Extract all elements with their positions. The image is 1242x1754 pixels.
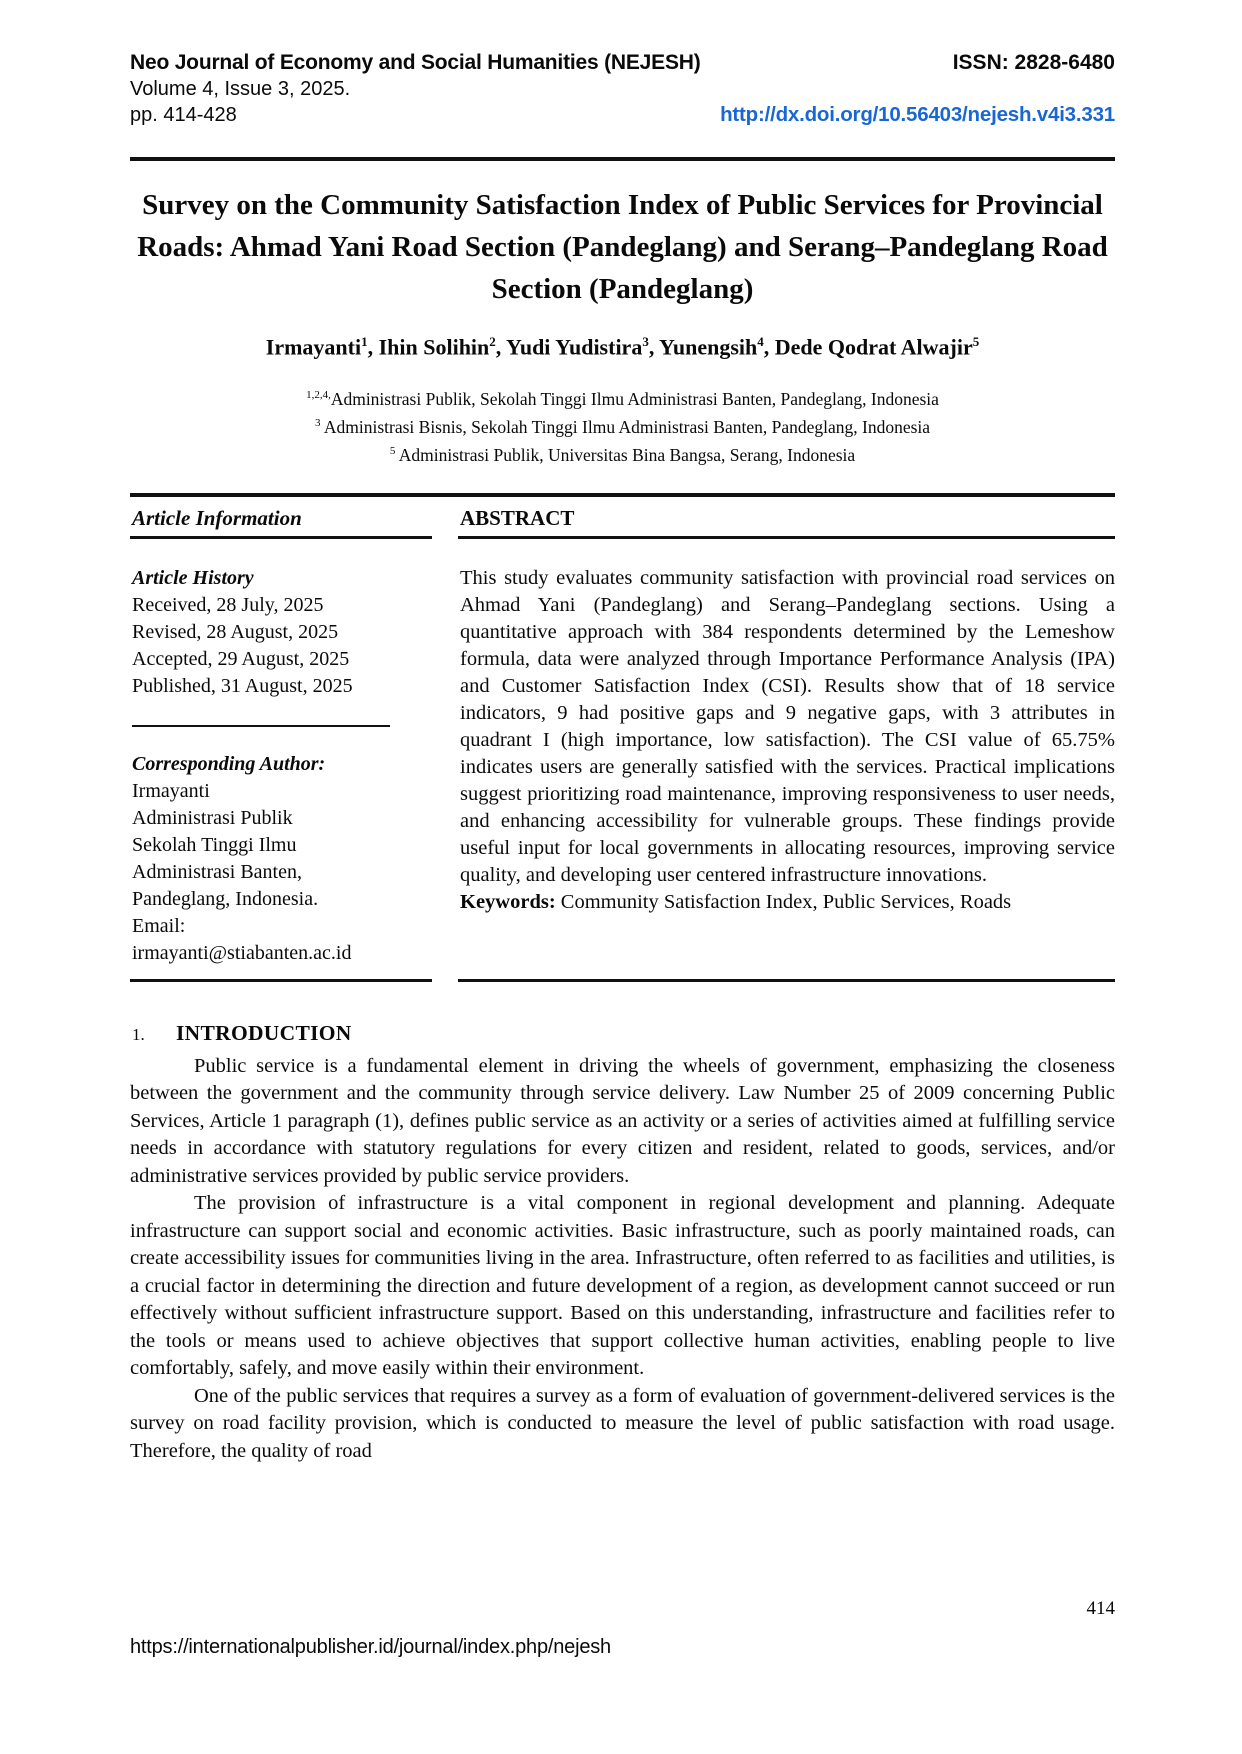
footer-journal-url: https://internationalpublisher.id/journal/index.php/nejesh bbox=[130, 1636, 611, 1658]
abstract-text: This study evaluates community satisfaction with provincial road services on Ahmad Yani (Pandeglang) and Serang–Pandeglang sections. Using a quantitative approach with 384 respondents determined by the Lemeshow formula, data were analyzed through Importance Performance Analysis (IPA) and Customer Satisfaction Index (CSI). Results show that of 18 service indicators, 9 had positive gaps and 9 negative gaps, with 3 attributes in quadrant I (high importance, low satisfaction). The CSI value of 65.75% indicates users are generally satisfied with the services. Practical implications suggest prioritizing road maintenance, improving responsiveness to user needs, and enhancing accessibility for vulnerable groups. These findings provide useful input for local governments in allocating resources, improving service quality, and developing user centered infrastructure innovations. bbox=[460, 566, 1115, 886]
corresponding-author-line: Pandeglang, Indonesia. bbox=[132, 887, 319, 910]
body-paragraph: Public service is a fundamental element in driving the wheels of government, emphasizing the closeness between the government and the community through service delivery. Law Number 25 of 2009 concerning Public Services, Article 1 paragraph (1), defines public service as an activity or a series of activities aimed at fulfilling service needs in accordance with statutory regulations for every citizen and resident, related to goods, services, and/or administrative services provided by public service providers. bbox=[130, 1054, 1115, 1187]
author-name: Dede Qodrat Alwajir bbox=[774, 334, 973, 360]
abstract-body-wrap bbox=[458, 539, 1115, 928]
journal-header-left bbox=[130, 50, 701, 128]
corresponding-author-line: Administrasi Banten, bbox=[132, 860, 302, 883]
section-number: 1. bbox=[132, 1024, 145, 1044]
article-history-heading: Article History bbox=[132, 566, 254, 589]
keywords-text: Community Satisfaction Index, Public Services, Roads bbox=[555, 890, 1012, 913]
doi-link[interactable]: http://dx.doi.org/10.56403/nejesh.v4i3.331 bbox=[720, 103, 1115, 126]
affiliation-superscript: 3 bbox=[314, 417, 321, 430]
corresponding-author-heading: Corresponding Author: bbox=[132, 752, 326, 775]
info-divider bbox=[132, 725, 390, 727]
corresponding-author-line: Irmayanti bbox=[132, 779, 210, 802]
affiliation-superscript: 1,2,4, bbox=[306, 389, 331, 402]
author-name: Ihin Solihin bbox=[378, 334, 490, 360]
authors-line: Irmayanti$^1$, Ihin Solihin$^2$, Yudi Yudistira$^3$, Yunengsih$^4$, Dede Qodrat Alwajir$^5$ bbox=[265, 334, 980, 360]
author-superscript: 1 bbox=[361, 334, 368, 349]
issn-label: ISSN: 2828-6480 bbox=[952, 51, 1115, 74]
author-name: Yudi Yudistira bbox=[505, 334, 643, 360]
affiliation-line: $^5$ Administrasi Publik, Universitas Bina Bangsa, Serang, Indonesia bbox=[389, 444, 856, 465]
header-rule bbox=[130, 157, 1115, 161]
author-superscript: 5 bbox=[972, 334, 980, 349]
paper-title: Survey on the Community Satisfaction Index of Public Services for Provincial Roads: Ahmad Yani Road Section (Pandeglang) and Serang–Pandeglang Road Section (Pandeglang) bbox=[137, 189, 1108, 305]
author-name: Yunengsih bbox=[659, 334, 758, 360]
article-information-heading: Article Information bbox=[130, 497, 432, 539]
body-paragraph: The provision of infrastructure is a vital component in regional development and planning. Adequate infrastructure can support social and economic activities. Basic infrastructure, such as poorly maintained roads, can create accessibility issues for communities living in the area. Infrastructure, often referred to as facilities and utilities, is a crucial factor in determining the direction and future development of a region, as development cannot succeed or run effectively without sufficient infrastructure support. Based on this understanding, infrastructure and facilities refer to the tools or means used to achieve objectives that support collective human activities, enabling people to live comfortably, safely, and move easily within their environment. bbox=[130, 1192, 1115, 1380]
article-history-line: Accepted, 29 August, 2025 bbox=[132, 647, 350, 670]
author-name: Irmayanti bbox=[265, 334, 362, 360]
author-superscript: 2 bbox=[489, 334, 496, 349]
corresponding-author-line: irmayanti@stiabanten.ac.id bbox=[132, 941, 352, 964]
article-history-lines bbox=[132, 592, 432, 700]
corresponding-author-line: Sekolah Tinggi Ilmu bbox=[132, 833, 297, 856]
journal-header bbox=[130, 0, 1115, 128]
abstract-heading: ABSTRACT bbox=[458, 497, 1115, 539]
corresponding-author-line: Administrasi Publik bbox=[132, 806, 293, 829]
affiliations bbox=[130, 383, 1115, 466]
body-paragraph: One of the public services that requires a survey as a form of evaluation of government-delivered services is the survey on road facility provision, which is conducted to measure the level of public satisfaction with road usage. Therefore, the quality of road bbox=[130, 1384, 1115, 1462]
article-information-column bbox=[130, 497, 432, 982]
section-heading-introduction bbox=[132, 1018, 1115, 1051]
author-superscript: 4 bbox=[757, 334, 764, 349]
article-information-body bbox=[130, 539, 432, 979]
article-history-line: Published, 31 August, 2025 bbox=[132, 674, 353, 697]
section-title: INTRODUCTION bbox=[176, 1020, 352, 1045]
journal-volume: Volume 4, Issue 3, 2025. bbox=[130, 78, 351, 100]
affiliation-line: $^{1,2,4,}$Administrasi Publik, Sekolah Tinggi Ilmu Administrasi Banten, Pandeglang, Indonesia bbox=[306, 389, 939, 410]
keywords-line bbox=[460, 889, 1115, 916]
affiliation-line: $^3$ Administrasi Bisnis, Sekolah Tinggi Ilmu Administrasi Banten, Pandeglang, Indonesia bbox=[314, 416, 931, 437]
journal-header-right bbox=[720, 50, 1115, 128]
corresponding-author-lines bbox=[132, 778, 432, 967]
journal-name: Neo Journal of Economy and Social Humanities (NEJESH) bbox=[130, 51, 701, 74]
keywords-label: Keywords: bbox=[460, 890, 556, 913]
page-number: 414 bbox=[1086, 1598, 1115, 1619]
corresponding-author-line: Email: bbox=[132, 914, 186, 937]
journal-pages: pp. 414-428 bbox=[130, 104, 237, 126]
affiliation-superscript: 5 bbox=[389, 444, 396, 457]
abstract-column bbox=[458, 497, 1115, 982]
info-abstract-table bbox=[130, 493, 1115, 982]
author-superscript: 3 bbox=[642, 334, 649, 349]
article-history-line: Revised, 28 August, 2025 bbox=[132, 620, 339, 643]
introduction-paragraphs bbox=[130, 1053, 1115, 1466]
article-history-line: Received, 28 July, 2025 bbox=[132, 593, 324, 616]
